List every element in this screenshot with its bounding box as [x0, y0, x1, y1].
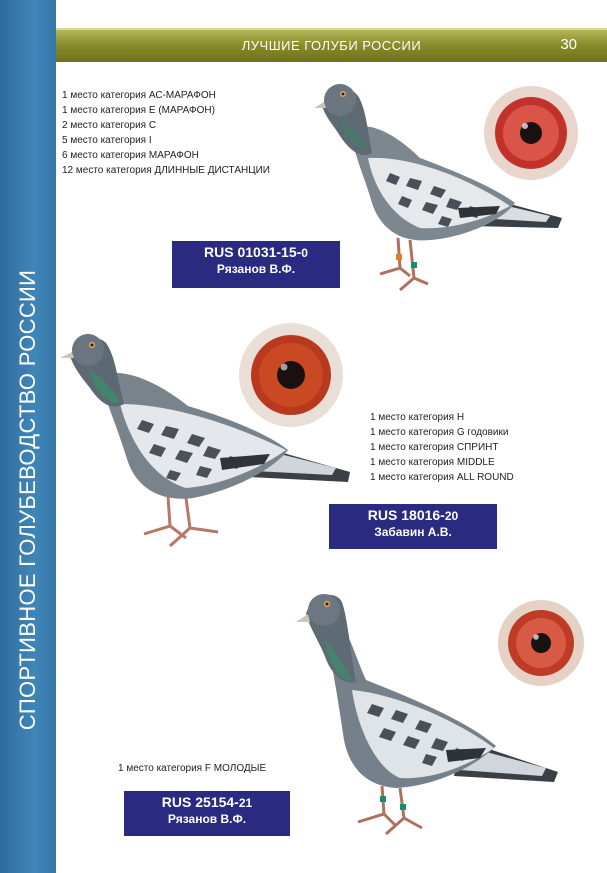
ring-label — [329, 504, 497, 549]
pigeon-eye-photo — [482, 84, 580, 182]
list-item: 1 место категория G годовики — [370, 427, 509, 438]
pigeon-eye-photo — [236, 320, 346, 430]
list-item: 1 место категория H — [370, 412, 465, 423]
ring-suffix: 0 — [301, 246, 308, 260]
achievements-list — [118, 761, 266, 776]
list-item: 1 место категория Е (МАРАФОН) — [62, 105, 215, 116]
sidebar — [0, 0, 56, 873]
achievements-list — [370, 410, 514, 485]
owner-name: Забавин А.В. — [374, 525, 452, 539]
achievements-list — [62, 88, 270, 178]
list-item: 5 место категория I — [62, 135, 152, 146]
ring-number: RUS 01031-15- — [204, 244, 302, 260]
page-number: 30 — [560, 36, 577, 53]
owner-name: Рязанов В.Ф. — [216, 262, 296, 276]
page-title: ЛУЧШИЕ ГОЛУБИ РОССИИ — [241, 38, 422, 53]
ring-label — [124, 791, 290, 836]
ring-number: RUS 25154- — [161, 794, 239, 810]
ring-suffix: 20 — [444, 509, 459, 523]
list-item: 1 место категория АС-МАРАФОН — [62, 90, 216, 101]
list-item: 6 место категория МАРАФОН — [62, 150, 199, 161]
list-item: 1 место категория MIDDLE — [370, 457, 495, 468]
sidebar-title: СПОРТИВНОЕ ГОЛУБЕВОДСТВО РОССИИ — [15, 269, 40, 731]
list-item: 1 место категория СПРИНТ — [370, 442, 499, 453]
list-item: 12 место категория ДЛИННЫЕ ДИСТАНЦИИ — [62, 165, 270, 176]
list-item: 2 место категория С — [62, 120, 157, 131]
ring-suffix: 21 — [238, 796, 253, 810]
pigeon-eye-photo — [496, 598, 586, 688]
list-item: 1 место категория ALL ROUND — [370, 472, 514, 483]
header-bar — [56, 28, 607, 62]
ring-number: RUS 18016- — [367, 507, 445, 523]
owner-name: Рязанов В.Ф. — [167, 812, 247, 826]
list-item: 1 место категория F МОЛОДЫЕ — [118, 763, 267, 774]
